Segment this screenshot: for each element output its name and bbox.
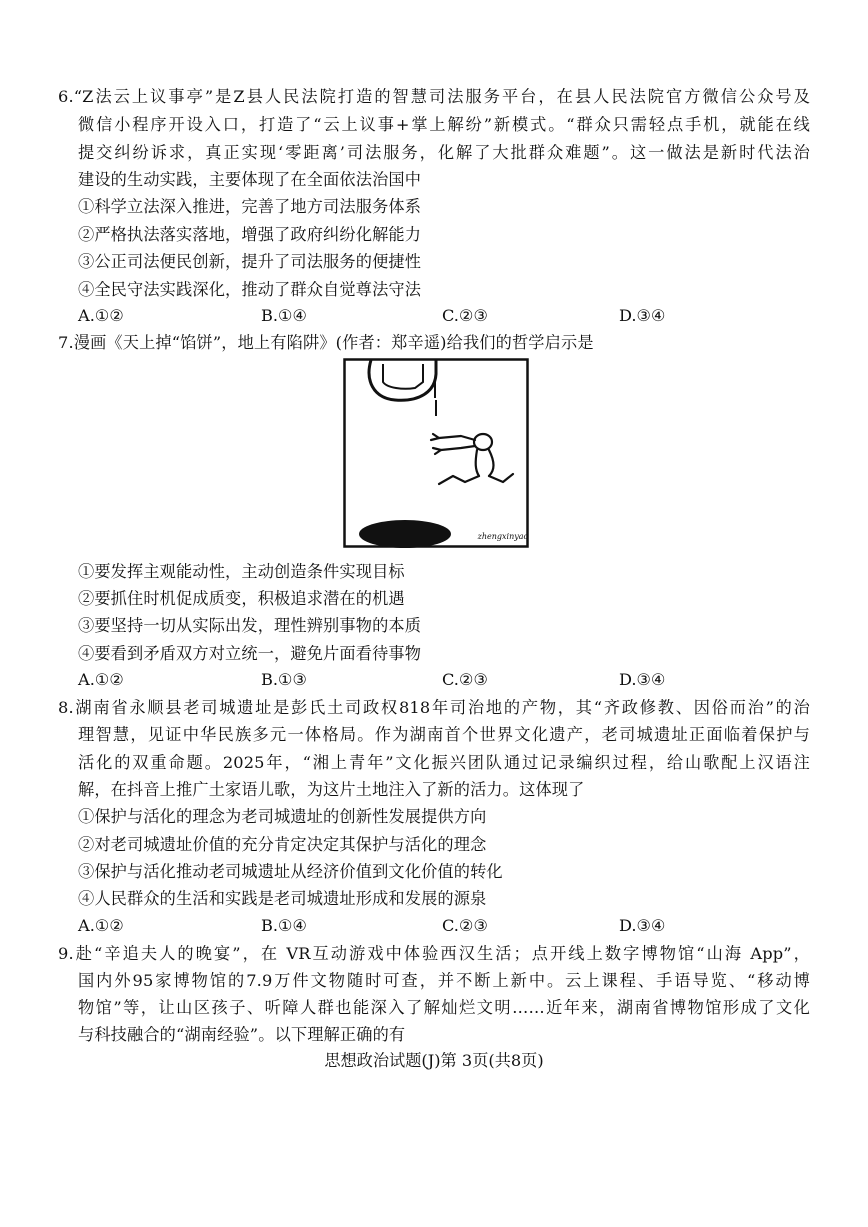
q8-stem-line-4: 解，在抖音上推广土家语儿歌，为这片土地注入了新的活力。这体现了 [78,780,585,799]
comic-signature: zhengxinyao [477,532,529,541]
q8-option-a[interactable]: A.①② [78,916,124,935]
q7-statement-1: ①要发挥主观能动性，主动创造条件实现目标 [78,562,405,581]
q6-statement-3: ③公正司法便民创新，提升了司法服务的便捷性 [78,252,422,271]
q8-stem-line-2: 理智慧，见证中华民族多元一体格局。作为湖南首个世界文化遗产，老司城遗址正面临着保护与 [78,725,810,744]
q6-stem-line-2: 微信小程序开设入口，打造了“云上议事+掌上解纷”新模式。“群众只需轻点手机，就能在线 [78,115,810,134]
q7-statement-2: ②要抓住时机促成质变，积极追求潜在的机遇 [78,589,405,608]
q7-options [78,669,778,691]
q7-option-b[interactable]: B.①③ [261,670,308,689]
q8-option-d[interactable]: D.③④ [619,916,666,935]
q7-statement-4: ④要看到矛盾双方对立统一，避免片面看待事物 [78,644,422,663]
q6-options [78,305,778,327]
q9-stem-line-1: 9.赴“辛追夫人的晚宴”，在 VR互动游戏中体验西汉生活；点开线上数字博物馆“山海 App”， [58,944,810,963]
q9-stem-line-3: 物馆”等，让山区孩子、听障人群也能深入了解灿烂文明……近年来，湖南省博物馆形成了文化 [78,998,810,1017]
q8-options [78,915,778,937]
q7-option-d[interactable]: D.③④ [619,670,666,689]
q6-option-b[interactable]: B.①④ [261,306,308,325]
q6-stem-line-3: 提交纠纷诉求，真正实现‘零距离’司法服务，化解了大批群众难题”。这一做法是新时代法治 [78,143,810,162]
q8-option-b[interactable]: B.①④ [261,916,308,935]
q8-statement-3: ③保护与活化推动老司城遗址从经济价值到文化价值的转化 [78,862,503,881]
trap-hole [359,520,451,548]
q8-option-c[interactable]: C.②③ [442,916,488,935]
q8-number: 8. [58,698,74,717]
q7-statement-3: ③要坚持一切从实际出发，理性辨别事物的本质 [78,616,422,635]
q7-option-c[interactable]: C.②③ [442,670,488,689]
comic-illustration [343,358,529,548]
q6-option-c[interactable]: C.②③ [442,306,488,325]
q7-stem-line-1: 7.漫画《天上掉“馅饼”，地上有陷阱》(作者：郑辛遥)给我们的哲学启示是 [58,333,594,352]
q6-stem-line-4: 建设的生动实践，主要体现了在全面依法治国中 [78,170,422,189]
page-footer: 思想政治试题(J)第 3页(共8页) [324,1051,544,1070]
q8-statement-2: ②对老司城遗址价值的充分肯定决定其保护与活化的理念 [78,835,487,854]
q9-stem-line-4: 与科技融合的“湖南经验”。以下理解正确的有 [78,1025,406,1044]
q8-statement-4: ④人民群众的生活和实践是老司城遗址形成和发展的源泉 [78,889,487,908]
q6-number: 6. [58,87,74,106]
q6-option-d[interactable]: D.③④ [619,306,666,325]
q8-stem-line-3: 活化的双重命题。2025年，“湘上青年”文化振兴团队通过记录编织过程，给山歌配上汉语注 [78,753,810,772]
q9-stem-line-2: 国内外95家博物馆的7.9万件文物随时可查，并不断上新中。云上课程、手语导览、“移动博 [78,971,810,990]
q6-stem-line-1: 6.“Z法云上议事亭”是Z县人民法院打造的智慧司法服务平台，在县人民法院官方微信公众号及 [58,87,810,106]
q6-statement-1: ①科学立法深入推进，完善了地方司法服务体系 [78,197,422,216]
q9-number: 9. [58,944,74,963]
q7-number: 7. [58,333,74,352]
q7-option-a[interactable]: A.①② [78,670,124,689]
q6-statement-4: ④全民守法实践深化，推动了群众自觉尊法守法 [78,280,422,299]
q6-statement-2: ②严格执法落实落地，增强了政府纠纷化解能力 [78,225,422,244]
q6-option-a[interactable]: A.①② [78,306,124,325]
q8-statement-1: ①保护与活化的理念为老司城遗址的创新性发展提供方向 [78,807,487,826]
q8-stem-line-1: 8.湖南省永顺县老司城遗址是彭氏土司政权818年司治地的产物，其“齐政修教、因俗而治”的治 [58,698,810,717]
